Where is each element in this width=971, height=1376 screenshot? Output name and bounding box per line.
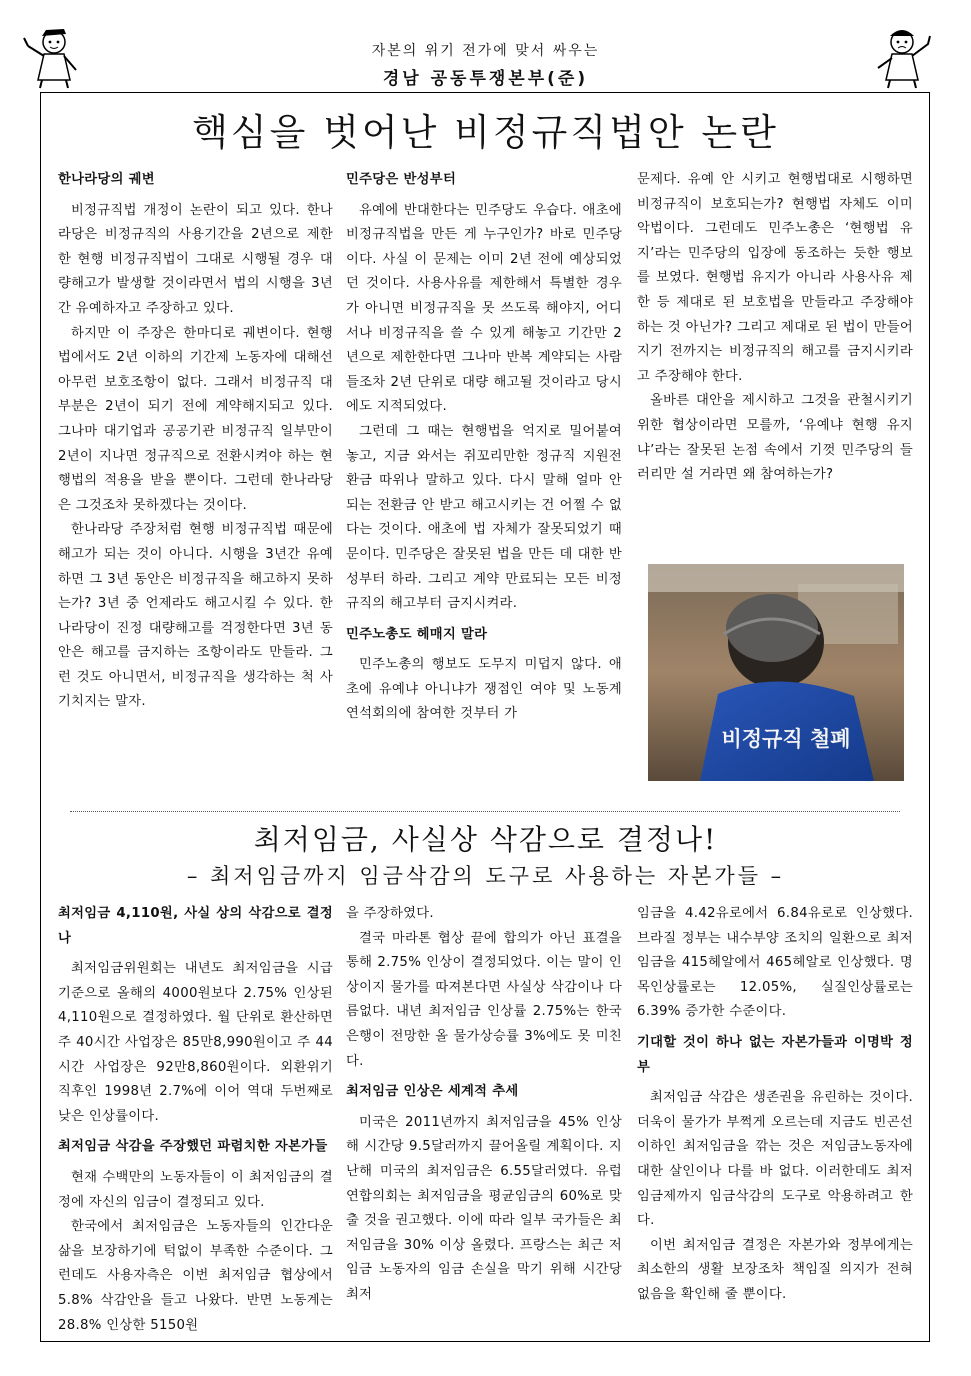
paragraph: 이번 최저임금 결정은 자본가와 정부에게는 최소한의 생활 보장조차 책임질 의지가 전혀 없음을 확인해 줄 뿐이다. (637, 1237, 913, 1302)
paragraph: 올바른 대안을 제시하고 그것을 관철시키기 위한 협상이라면 모를까, ‘유예냐 현행 유지냐’라는 잘못된 논점 속에서 기껏 민주당의 들러리만 설 거라면 왜 참여하는가? (637, 393, 913, 483)
masthead-title: 경남 공동투쟁본부(준) (382, 69, 589, 89)
paragraph: 한나라당 주장처럼 현행 비정규직법 때문에 해고가 되는 것이 아니다. 시행을 3년간 유예하면 그 3년 동안은 비정규직을 해고하지 못하는가? 3년 중 언제라도 해고시킬 수 있다. 한나라당이 진정 대량해고를 걱정한다면 3년 동안은 해고를 금지하는 조항이라도 만들라. 그런 것도 아니면서, 비정규직을 생각하는 척 사기치지는 말자. (58, 522, 333, 710)
section-heading: 한나라당의 궤변 (58, 172, 155, 187)
paragraph: 최저임금 삭감은 생존권을 유린하는 것이다. 더욱이 물가가 부쩍게 오르는데 지금도 빈곤선 이하인 최저임금을 깎는 것은 저임금노동자에 대한 살인이나 다를 바 없다. 이러한데도 최저임금제까지 임금삭감의 도구로 악용하려고 한다. (637, 1090, 913, 1229)
paragraph: 을 주장하였다. (346, 906, 434, 921)
paragraph: 최저임금위원회는 내년도 최저임금을 시급 기준으로 올해의 4000원보다 2.75% 인상된 4,110원으로 결정하였다. 월 단위로 환산하면 주 40시간 사업장은 85만8,990원이고 주 44시간 사업장은 92만8,860원이다. 외환위기 직후인 1998년 2.7%에 이어 역대 두번째로 낮은 인상률이다. (58, 961, 333, 1124)
section-heading: 최저임금 인상은 세계적 추세 (346, 1084, 519, 1100)
section-heading: 기대할 것이 하나 없는 자본가들과 이명박 정부 (637, 1034, 913, 1075)
article2-headline: 최저임금, 사실상 삭감으로 결정나! (253, 823, 718, 856)
section-divider (70, 811, 900, 812)
article2-column-3 (637, 902, 913, 1308)
paragraph: 미국은 2011년까지 최저임금을 45% 인상해 시간당 9.5달러까지 끌어올릴 계획이다. 지난해 미국의 최저임금은 6.55달러였다. 유럽연합의회는 최저임금을 평균임금의 60%로 맞출 것을 권고했다. 이에 따라 일부 국가들은 최저임금을 30% 이상 올렸다. 프랑스는 최근 저임금 노동자의 임금 손실을 막기 위해 시간당 최저 (346, 1114, 622, 1302)
section-heading: 최저임금 4,110원, 사실 상의 삭감으로 결정나 (58, 906, 333, 946)
paragraph: 비정규직법 개정이 논란이 되고 있다. 한나라당은 비정규직의 사용기간을 2년으로 제한한 현행 비정규직법이 그대로 시행될 경우 대량해고가 발생할 것이라면서 법의 시행을 3년간 유예하자고 주장하고 있다. (58, 202, 333, 316)
article2-subheadline: – 최저임금까지 임금삭감의 도구로 사용하는 자본가들 – (186, 864, 785, 888)
paragraph: 유예에 반대한다는 민주당도 우습다. 애초에 비정규직법을 만든 게 누구인가? 바로 민주당이다. 사실 이 문제는 이미 2년 전에 예상되었던 것이다. 사용사유를 제한해서 특별한 경우가 아니면 비정규직을 못 쓰도록 해야지, 어디서나 비정규직을 쓸 수 있게 해놓고 기간만 2년으로 제한한다면 그나마 반복 계약되는 사람들조차 2년 단위로 대량 해고될 것이라고 당시에도 지적되었다. (346, 202, 622, 415)
paragraph: 문제다. 유예 안 시키고 현행법대로 시행하면 비정규직이 보호되는가? 현행법 자체도 이미 악법이다. 그런데도 민주노총은 ‘현행법 유지’라는 민주당의 입장에 동조하는 듯한 행보를 보였다. 현행법 유지가 아니라 사용사유 제한 등 제대로 된 보호법을 만들라고 주장해야 하는 것 아닌가? 그리고 제대로 된 법이 만들어지기 전까지는 비정규직의 해고를 금지시키라고 주장해야 한다. (637, 172, 913, 384)
article2-column-1 (58, 902, 333, 1338)
section-heading: 최저임금 삭감을 주장했던 파렴치한 자본가들 (58, 1139, 328, 1155)
paragraph: 민주노총의 행보도 도무지 미덥지 않다. 애초에 유예냐 아니냐가 쟁점인 여야 및 노동계 연석회의에 참여한 것부터 가 (346, 657, 622, 722)
article1-column-1 (58, 168, 333, 715)
article1-column-3 (637, 168, 913, 488)
masthead-subtitle: 자본의 위기 전가에 맞서 싸우는 (371, 43, 600, 59)
protest-photo (648, 564, 904, 781)
article2-column-2 (346, 902, 622, 1308)
paragraph: 임금을 4.42유로에서 6.84유로로 인상했다. 브라질 정부는 내수부양 조치의 일환으로 최저임금을 415헤알에서 465헤알로 인상했다. 명목인상률로는 12.05%, 실질인상률로는 6.39% 증가한 수준이다. (637, 906, 913, 1020)
section-heading: 민주당은 반성부터 (346, 172, 457, 187)
vest-slogan: 비정규직 철폐 (721, 727, 851, 751)
paragraph: 현재 수백만의 노동자들이 이 최저임금의 결정에 자신의 임금이 결정되고 있다. (58, 1169, 333, 1210)
paragraph: 하지만 이 주장은 한마디로 궤변이다. 현행법에서도 2년 이하의 기간제 노동자에 대해선 아무런 보호조항이 없다. 그래서 비정규직 대부분은 2년이 되기 전에 계약해지되고 있다. 그나마 대기업과 공공기관 비정규직 일부만이 2년이 지나면 정규직으로 전환시켜야 하는 현행법의 적용을 받을 뿐이다. 그런데 한나라당은 그것조차 못하겠다는 것이다. (58, 325, 333, 513)
article1-column-2 (346, 168, 622, 727)
paragraph: 한국에서 최저임금은 노동자들의 인간다운 삶을 보장하기에 턱없이 부족한 수준이다. 그런데도 사용자측은 이번 최저임금 협상에서 5.8% 삭감안을 들고 나왔다. 반면 노동계는 28.8% 인상한 5150원 (58, 1219, 333, 1333)
paragraph: 그런데 그 때는 현행법을 억지로 밀어붙여 놓고, 지금 와서는 쥐꼬리만한 정규직 지원전환금 따위나 말하고 있다. 다시 말해 얼마 안 되는 전환금 안 받고 해고시키는 건 어쩔 수 없다는 것이다. 애초에 법 자체가 잘못되었기 때문이다. 민주당은 잘못된 법을 만든 데 대한 반성부터 하라. 그리고 계약 만료되는 모든 비정규직의 해고부터 금지시켜라. (346, 423, 622, 612)
paragraph: 결국 마라톤 협상 끝에 합의가 아닌 표결을 통해 2.75% 인상이 결정되었다. 이는 말이 인상이지 물가를 따져본다면 사실상 삭감이나 다름없다. 내년 최저임금 인상률 2.75%는 한국은행이 전망한 올 물가상승률 3%에도 못 미친다. (346, 930, 622, 1069)
section-heading: 민주노총도 헤매지 말라 (346, 626, 488, 642)
article1-headline: 핵심을 벗어난 비정규직법안 논란 (192, 111, 779, 154)
